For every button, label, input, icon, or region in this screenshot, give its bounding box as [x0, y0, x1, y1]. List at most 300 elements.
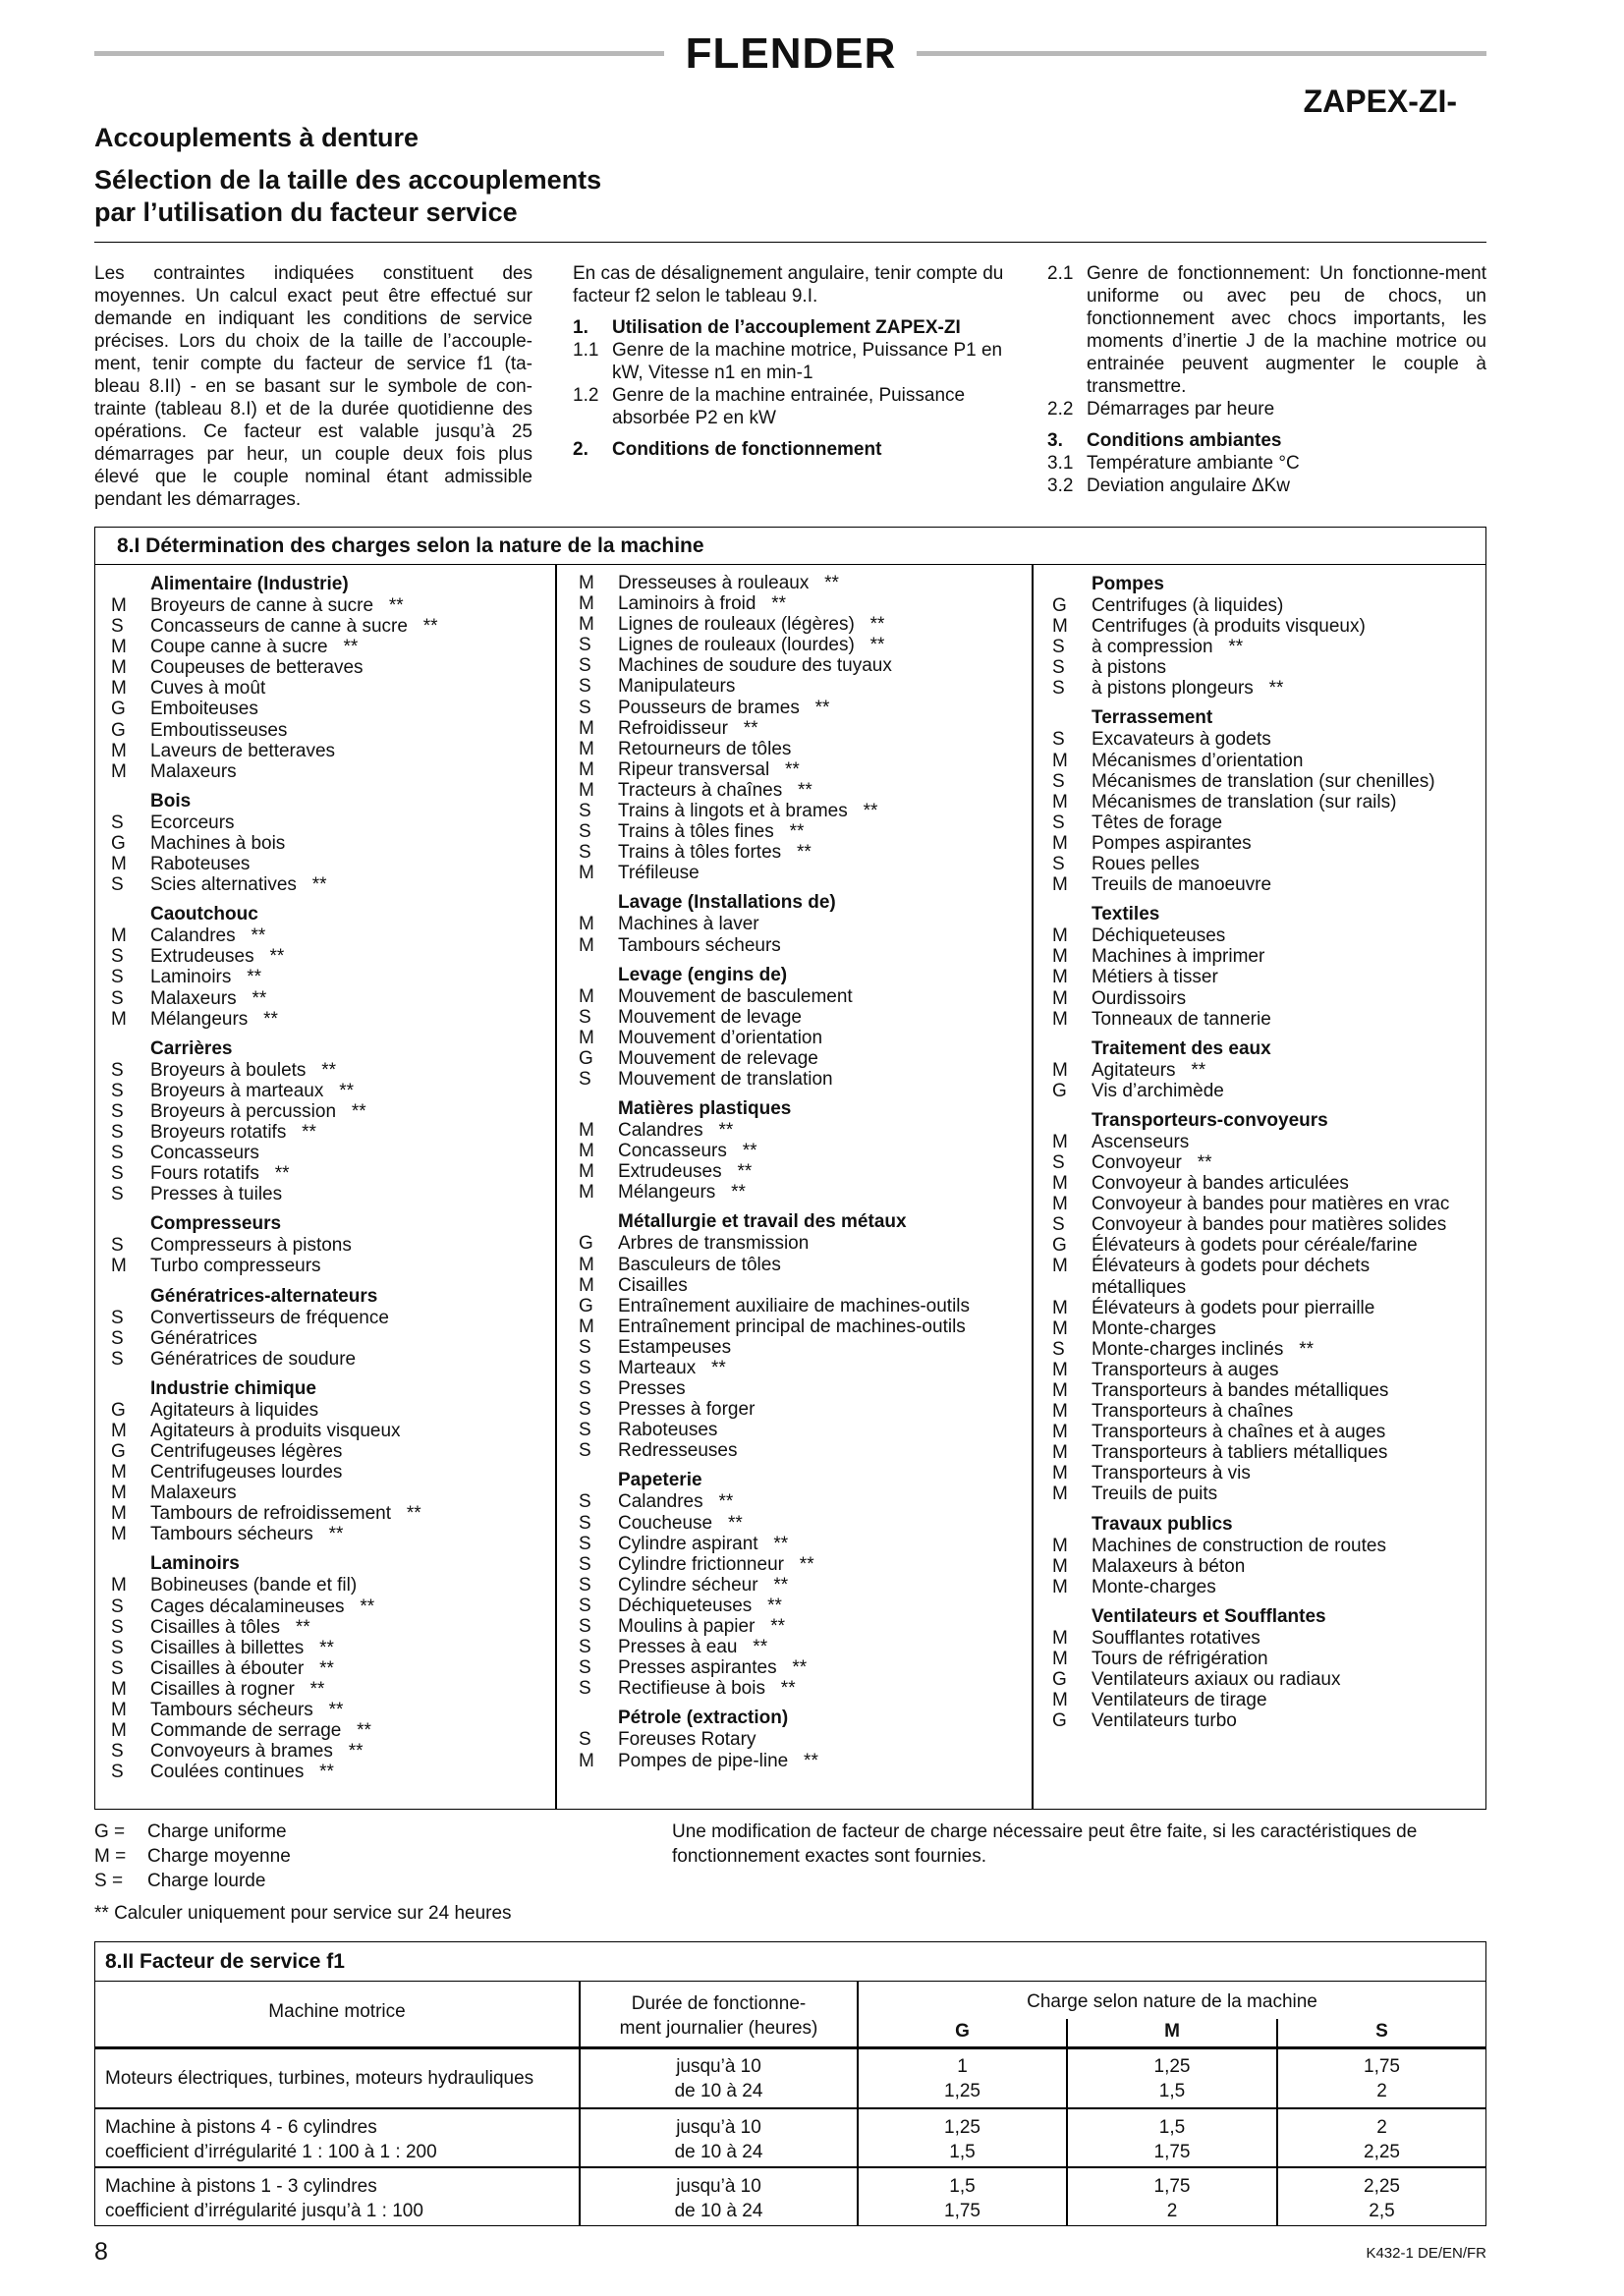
load-column-1 [95, 573, 553, 1782]
col-header-g: G [955, 2021, 970, 2042]
machine-entry [95, 946, 553, 967]
load-class-code: M [111, 1462, 127, 1484]
machine-entry [563, 1729, 1031, 1750]
load-class-code: S [579, 1574, 591, 1596]
load-class-code: M [111, 678, 127, 700]
load-class-code: S [111, 1080, 124, 1101]
load-class-code: G [1052, 1710, 1067, 1732]
machine-entry [1036, 1577, 1484, 1597]
machine-name: Vis d’archimède [1092, 1080, 1224, 1101]
machine-entry [563, 655, 1031, 676]
load-class-code: S [579, 635, 591, 656]
machine-entry [95, 833, 553, 854]
load-class-code: S [111, 1121, 124, 1143]
load-class-code: S [579, 1006, 591, 1028]
machine-entry [95, 1762, 553, 1782]
machine-entry [1036, 595, 1484, 616]
machine-name: Mouvement de translation [618, 1068, 833, 1090]
col-header-duration: Durée de fonctionne- ment journalier (heures) [619, 1993, 818, 2039]
machine-entry [95, 1441, 553, 1462]
machine-name: Tréfileuse [618, 863, 700, 884]
machine-name: Lignes de rouleaux (lourdes) ** [618, 635, 885, 656]
page-number: 8 [94, 2238, 108, 2266]
machine-entry [1036, 678, 1484, 699]
machine-name: Convertisseurs de fréquence [150, 1307, 389, 1328]
machine-name: Lignes de rouleaux (légères) ** [618, 614, 885, 636]
load-class-code: M [579, 1027, 594, 1048]
load-class-code: M [579, 1274, 594, 1296]
machine-name: à compression ** [1092, 637, 1244, 658]
machine-name: Convoyeur ** [1092, 1151, 1212, 1173]
machine-name: Fours rotatifs ** [150, 1163, 290, 1185]
load-class-code: S [111, 1235, 124, 1257]
factor-s-cell-value: 2,25 [1364, 2142, 1400, 2162]
machine-entry [563, 1337, 1031, 1358]
machine-name: Pousseurs de brames ** [618, 697, 830, 718]
load-class-code: S [111, 987, 124, 1009]
machine-name: Transporteurs à bandes métalliques [1092, 1380, 1389, 1401]
load-class-code: M [1052, 946, 1068, 968]
machine-name: Treuils de manoeuvre [1092, 874, 1272, 896]
machine-name: Malaxeurs [150, 1483, 237, 1504]
machine-entry [95, 1184, 553, 1204]
subtitle-line-1: Sélection de la taille des accouplements [94, 165, 602, 195]
factor-m-cell-value: 1,75 [1153, 2176, 1191, 2197]
machine-entry [95, 1462, 553, 1483]
machine-entry [563, 593, 1031, 614]
machine-entry [1036, 1132, 1484, 1152]
machine-name: Arbres de transmission [618, 1233, 810, 1255]
load-class-code: G [111, 1441, 126, 1462]
load-class-code: M [579, 779, 594, 801]
machine-entry [95, 1400, 553, 1421]
machine-name: Turbo compresseurs [150, 1256, 321, 1277]
load-class-code: S [579, 1491, 591, 1513]
machine-entry [95, 1009, 553, 1030]
table-line [95, 2166, 1485, 2168]
machine-entry [563, 1440, 1031, 1461]
machine-name: Entraînement auxiliaire de machines-outils [618, 1295, 971, 1316]
load-class-code: S [111, 1184, 124, 1205]
machine-name: Malaxeurs ** [150, 987, 267, 1009]
machine-name: Mouvement de levage [618, 1006, 802, 1028]
machine-name: Machines à bois [150, 832, 286, 854]
load-class-code: M [579, 863, 594, 884]
machine-entry [1036, 1339, 1484, 1360]
machine-name: Scies alternatives ** [150, 874, 327, 896]
load-class-code: M [579, 717, 594, 739]
machine-entry [563, 1399, 1031, 1420]
machine-entry [563, 635, 1031, 655]
machine-name: Convoyeur à bandes pour matières en vrac [1092, 1194, 1450, 1215]
load-class-code: M [111, 1575, 127, 1596]
load-class-code: M [1052, 1173, 1068, 1195]
factor-s-cell [1278, 2174, 1485, 2223]
machine-entry [95, 1421, 553, 1441]
machine-name: Centrifugeuses légères [150, 1441, 343, 1462]
load-class-code: S [579, 1068, 591, 1090]
load-class-code: M [579, 758, 594, 780]
load-class-code: S [111, 1327, 124, 1349]
load-class-code: M [579, 985, 594, 1007]
machine-entry [1036, 1556, 1484, 1577]
machine-name: Tonneaux de tannerie [1092, 1008, 1271, 1030]
load-class-code: S [579, 1420, 591, 1441]
load-class-code: S [111, 1616, 124, 1638]
machine-name: Laveurs de betteraves [150, 740, 336, 761]
load-class-code: S [579, 1358, 591, 1378]
duration-cell-value: de 10 à 24 [674, 2081, 763, 2101]
machine-name: Mélangeurs ** [150, 1008, 278, 1030]
machine-name: Élévateurs à godets pour déchets [1092, 1256, 1371, 1277]
machine-type-cell [105, 2174, 577, 2223]
load-class-code: S [111, 1100, 124, 1122]
load-class-code: S [111, 1163, 124, 1185]
load-class-code: S [579, 1512, 591, 1534]
machine-entry [95, 1256, 553, 1276]
intro-line: trainte (tableau 8.I) et de la durée quotidienne des [94, 399, 532, 420]
machine-entry [95, 595, 553, 616]
machine-name: Cylindre frictionneur ** [618, 1553, 814, 1575]
intro-line: pendant les démarrages. [94, 489, 302, 510]
machine-name: Pompes aspirantes [1092, 832, 1252, 854]
load-class-code: M [111, 1720, 127, 1742]
machine-entry [563, 1028, 1031, 1048]
load-class-code: M [1052, 1194, 1068, 1215]
machine-entry [563, 1751, 1031, 1771]
machine-entry [1036, 1422, 1484, 1442]
machine-name: Transporteurs à chaînes et à auges [1092, 1422, 1386, 1443]
machine-entry [1036, 1152, 1484, 1173]
machine-name: Malaxeurs à béton [1092, 1555, 1246, 1577]
load-class-code: G [579, 1295, 593, 1316]
machine-entry [95, 1596, 553, 1617]
load-class-code: M [579, 1141, 594, 1162]
load-class-code: M [111, 854, 127, 875]
load-class-code: M [111, 1503, 127, 1525]
machine-name: Têtes de forage [1092, 812, 1223, 833]
machine-name: Concasseurs de canne à sucre ** [150, 616, 438, 638]
machine-name: Monte-charges inclinés ** [1092, 1338, 1314, 1360]
category-heading: Terrassement [1092, 707, 1213, 729]
machine-entry [563, 863, 1031, 883]
category-heading: Traitement des eaux [1092, 1037, 1271, 1059]
machine-entry [1036, 1298, 1484, 1318]
machine-name: Concasseurs [150, 1143, 259, 1164]
machine-entry [563, 1575, 1031, 1596]
machine-entry [95, 1503, 553, 1524]
load-class-code: S [111, 812, 124, 833]
load-class-code: S [579, 801, 591, 822]
factor-m-cell-value: 1,5 [1158, 2081, 1186, 2101]
load-class-code: S [1052, 770, 1065, 792]
load-class-code: M [579, 934, 594, 956]
machine-name: Presses à eau ** [618, 1637, 768, 1658]
intro-col-3 [1047, 262, 1486, 497]
load-class-code: M [579, 738, 594, 759]
machine-name: Métiers à tisser [1092, 967, 1218, 988]
load-class-code: M [1052, 1380, 1068, 1401]
load-class-code: M [1052, 1648, 1068, 1669]
machine-entry [1036, 1380, 1484, 1401]
machine-entry [563, 1378, 1031, 1399]
intro-line: opérations. Ce facteur est valable jusqu’à 25 [94, 421, 532, 442]
item-1-1: 1.1 Genre de la machine motrice, Puissance P1 en kW, Vitesse n1 en min-1 [573, 340, 1003, 383]
machine-name: Presses à tuiles [150, 1184, 283, 1205]
machine-name: Ventilateurs de tirage [1092, 1690, 1267, 1711]
machine-name: Déchiqueteuses ** [618, 1595, 782, 1616]
duration-cell-value: jusqu’à 10 [676, 2117, 761, 2138]
load-class-code: S [111, 874, 124, 896]
machine-type-line: Machine à pistons 4 - 6 cylindres [105, 2117, 377, 2138]
intro-line: moyennes. Un calcul exact peut être effectué sur [94, 286, 532, 307]
load-class-code: M [1052, 1008, 1068, 1030]
machine-name: Retourneurs de tôles [618, 738, 792, 759]
category-heading: Ventilateurs et Soufflantes [1092, 1605, 1326, 1627]
machine-entry [1036, 751, 1484, 771]
machine-name: Raboteuses [150, 854, 251, 875]
intro-col-2 [573, 262, 1013, 461]
load-class-code: M [1052, 616, 1068, 638]
factor-g-cell [859, 2174, 1066, 2223]
machine-type-line: Moteurs électriques, turbines, moteurs hydrauliques [105, 2068, 534, 2089]
machine-name: Machines à laver [618, 914, 759, 935]
machine-entry [1036, 967, 1484, 987]
machine-name: Calandres ** [618, 1120, 734, 1142]
factor-m-cell-value: 1,25 [1153, 2056, 1191, 2077]
load-class-code: S [579, 1657, 591, 1679]
machine-name: Emboiteuses [150, 699, 258, 720]
load-class-code: M [579, 914, 594, 935]
machine-name: Ecorceurs [150, 812, 235, 833]
load-class-code: M [111, 1678, 127, 1700]
machine-entry [95, 854, 553, 874]
brand-logo: FLENDER [685, 29, 897, 78]
machine-entry [95, 1081, 553, 1101]
item-3-1: 3.1 Température ambiante °C [1047, 453, 1300, 474]
load-class-code: M [1052, 1555, 1068, 1577]
duration-cell [581, 2054, 857, 2103]
machine-entry [95, 678, 553, 699]
load-class-code: S [579, 842, 591, 864]
load-class-code: M [1052, 1463, 1068, 1484]
machine-name: Tracteurs à chaînes ** [618, 779, 812, 801]
machine-name: Broyeurs rotatifs ** [150, 1121, 316, 1143]
machine-name: Ourdissoirs [1092, 987, 1187, 1009]
machine-entry [563, 1491, 1031, 1512]
machine-entry [95, 720, 553, 741]
load-class-code: M [1052, 791, 1068, 812]
load-class-code: S [111, 1596, 124, 1617]
load-class-code: M [111, 637, 127, 658]
machine-entry [563, 1120, 1031, 1141]
machine-entry [95, 967, 553, 987]
machine-name: Foreuses Rotary [618, 1729, 756, 1751]
machine-entry [563, 1182, 1031, 1203]
machine-entry [1036, 1442, 1484, 1463]
machine-name: Concasseurs ** [618, 1141, 757, 1162]
load-class-code: S [1052, 657, 1065, 679]
load-class-code: M [111, 1420, 127, 1441]
duration-cell-value: jusqu’à 10 [676, 2176, 761, 2197]
page-title: Accouplements à denture [94, 123, 420, 152]
machine-name: Tambours sécheurs ** [150, 1524, 344, 1545]
machine-entry [95, 761, 553, 782]
machine-name: à pistons plongeurs ** [1092, 678, 1284, 700]
machine-entry [95, 1101, 553, 1122]
machine-name: à pistons [1092, 657, 1167, 679]
load-class-code: S [1052, 1338, 1065, 1360]
machine-entry [1036, 1173, 1484, 1194]
machine-entry [563, 759, 1031, 780]
factor-m-cell-value: 1,5 [1158, 2117, 1186, 2138]
intro-line: démarrages par heur, un couple deux fois plus [94, 444, 532, 465]
machine-name: Laminoirs ** [150, 967, 261, 988]
machine-entry [563, 1275, 1031, 1296]
machine-name: Malaxeurs [150, 760, 237, 782]
load-class-code: M [579, 1120, 594, 1142]
machine-entry [563, 1233, 1031, 1254]
factor-g-cell-value: 1,5 [949, 2142, 976, 2162]
machine-name: Coulées continues ** [150, 1762, 334, 1783]
machine-entry [1036, 833, 1484, 854]
machine-entry [95, 1349, 553, 1370]
load-class-code: M [1052, 1256, 1068, 1277]
load-class-code: M [111, 595, 127, 616]
machine-name: Transporteurs à vis [1092, 1463, 1251, 1484]
machine-name: Centrifuges (à liquides) [1092, 595, 1284, 616]
machine-name: Convoyeur à bandes pour matières solides [1092, 1214, 1447, 1236]
machine-entry [563, 1554, 1031, 1575]
machine-name: Mécanismes de translation (sur rails) [1092, 791, 1397, 812]
load-class-code: S [579, 676, 591, 698]
factor-g-cell [859, 2054, 1066, 2103]
category-heading: Lavage (Installations de) [618, 892, 836, 914]
machine-entry [95, 1060, 553, 1081]
machine-entry [1036, 988, 1484, 1009]
machine-name: métalliques [1092, 1276, 1187, 1298]
column-divider [555, 565, 557, 1809]
machine-name: Mélangeurs ** [618, 1182, 746, 1204]
machine-name: Calandres ** [618, 1491, 734, 1513]
machine-entry [95, 1638, 553, 1658]
load-class-code: S [579, 1595, 591, 1616]
factor-g-cell-value: 1,5 [949, 2176, 976, 2197]
machine-entry [563, 676, 1031, 697]
service-factor-table [94, 1941, 1486, 2226]
load-class-code: S [579, 1440, 591, 1462]
title-rule [94, 242, 1486, 243]
machine-name: Mouvement de basculement [618, 985, 853, 1007]
load-class-code: G [111, 1399, 126, 1421]
category-heading: Matières plastiques [618, 1098, 792, 1120]
machine-entry [1036, 1649, 1484, 1669]
machine-name: Génératrices de soudure [150, 1348, 357, 1370]
factor-g-cell-value: 1,75 [944, 2201, 980, 2221]
machine-entry [95, 1483, 553, 1503]
category-heading: Carrières [150, 1037, 233, 1059]
category-heading: Alimentaire (Industrie) [150, 574, 349, 594]
load-class-code: M [1052, 967, 1068, 988]
load-column-2 [563, 573, 1031, 1771]
machine-entry [1036, 874, 1484, 895]
machine-name: Trains à tôles fortes ** [618, 842, 812, 864]
machine-entry [95, 1741, 553, 1762]
machine-name: Monte-charges [1092, 1576, 1216, 1597]
machine-entry [1036, 616, 1484, 637]
category-heading: Travaux publics [1092, 1513, 1233, 1535]
category-heading: Compresseurs [150, 1213, 282, 1235]
machine-entry [563, 1296, 1031, 1316]
machine-entry [1036, 1060, 1484, 1081]
factor-s-cell-value: 2,5 [1369, 2201, 1395, 2221]
machine-type-cell [105, 2115, 577, 2164]
factor-m-cell [1068, 2054, 1276, 2103]
load-class-code: S [111, 616, 124, 638]
machine-name: Agitateurs à liquides [150, 1399, 319, 1421]
machine-name: Trains à lingots et à brames ** [618, 801, 878, 822]
load-class-code: G [1052, 1235, 1067, 1257]
load-class-code: G [579, 1047, 593, 1069]
load-column-3 [1036, 573, 1484, 1731]
machine-entry [1036, 1194, 1484, 1214]
load-class-code: S [579, 1637, 591, 1658]
machine-entry [1036, 1463, 1484, 1484]
load-class-code: M [1052, 750, 1068, 771]
load-class-code: S [579, 1616, 591, 1638]
machine-entry [1036, 637, 1484, 657]
machine-entry [95, 1679, 553, 1700]
load-class-code: M [1052, 1484, 1068, 1505]
machine-name: Cisailles à ébouter ** [150, 1657, 334, 1679]
load-class-code: S [111, 946, 124, 968]
machine-name: Ripeur transversal ** [618, 758, 800, 780]
machine-entry [1036, 1009, 1484, 1030]
machine-name: Commande de serrage ** [150, 1720, 371, 1742]
machine-name: Tambours sécheurs ** [150, 1700, 344, 1721]
machine-entry [1036, 1536, 1484, 1556]
load-class-code: S [1052, 854, 1065, 875]
section-1-heading: 1. Utilisation de l’accouplement ZAPEX-ZI [573, 317, 961, 338]
load-class-code: S [579, 655, 591, 677]
item-1-2: 1.2 Genre de la machine entrainée, Puissance absorbée P2 en kW [573, 385, 966, 428]
load-class-code: S [1052, 637, 1065, 658]
machine-entry [1036, 1710, 1484, 1731]
machine-name: Calandres ** [150, 925, 266, 947]
machine-type-line: coefficient d’irrégularité 1 : 100 à 1 : 200 [105, 2142, 437, 2162]
load-class-code: S [111, 1741, 124, 1763]
machine-entry [563, 1616, 1031, 1637]
load-class-code: S [111, 1307, 124, 1328]
machine-entry [1036, 657, 1484, 678]
modification-note: Une modification de facteur de charge nécessaire peut être faite, si les caractéristiques de fonctionnement exactes sont fournies. [672, 1821, 1418, 1867]
load-class-code: G [1052, 1669, 1067, 1691]
machine-entry [1036, 729, 1484, 750]
load-class-code: S [1052, 678, 1065, 700]
load-class-code: M [1052, 1535, 1068, 1556]
load-class-code: M [579, 573, 594, 593]
machine-entry [95, 1328, 553, 1349]
machine-name: Machines de soudure des tuyaux [618, 655, 892, 677]
machine-name: Génératrices [150, 1327, 257, 1349]
machine-name: Tours de réfrigération [1092, 1648, 1268, 1669]
machine-entry [563, 1678, 1031, 1699]
machine-entry [95, 657, 553, 678]
col-header-s: S [1375, 2021, 1388, 2042]
machine-name: Convoyeurs à brames ** [150, 1741, 364, 1763]
machine-entry [563, 1141, 1031, 1161]
machine-entry [1036, 1401, 1484, 1422]
